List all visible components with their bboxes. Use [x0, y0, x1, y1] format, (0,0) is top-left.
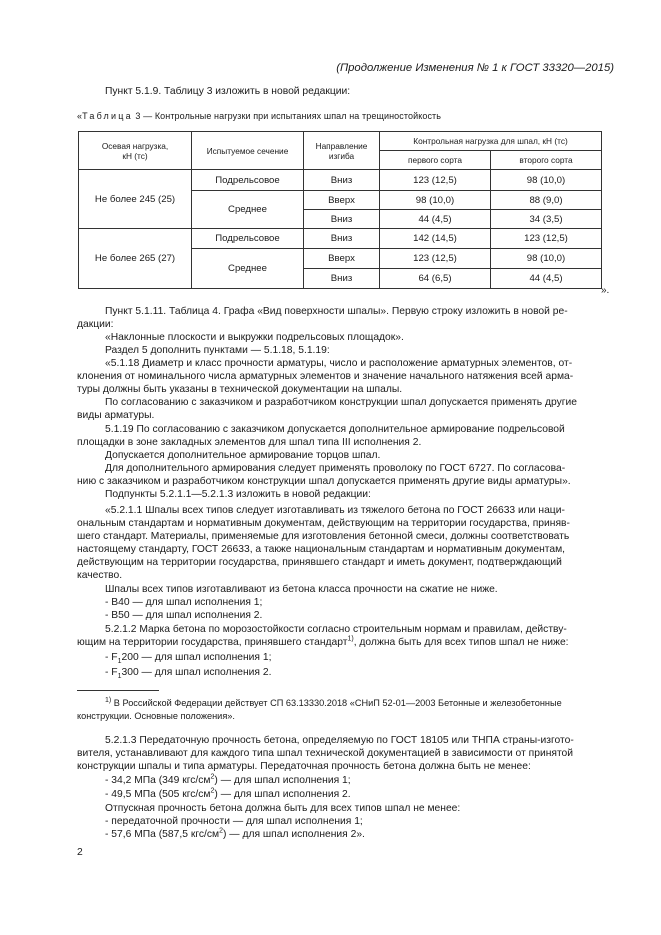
text-line: «5.1.18 Диаметр и класс прочности арматуры, число и расположение арматурных элементов, от-: [105, 358, 573, 369]
cell-direction: Вверх: [304, 249, 380, 269]
text-line: - 57,6 МПа (587,5 кгс/$см^2$) — для шпал исполнения 2».: [105, 827, 365, 840]
header-first-grade: первого сорта: [380, 151, 491, 170]
footnote-ref: 1): [347, 635, 354, 643]
table-row: [79, 229, 602, 249]
cell-second: 88 (9,0): [491, 191, 602, 210]
header-second-grade: второго сорта: [491, 151, 602, 170]
text-line: - передаточной прочности — для шпал исполнения 1;: [105, 816, 363, 827]
text-line: туры должны быть указаны в технической документации на шпалы.: [77, 384, 403, 395]
text-line: шего стандарт. Материалы, применяемые для изготовления бетонной смеси, должны соответствовать: [77, 531, 570, 542]
cell-first: 98 (10,0): [380, 191, 491, 210]
cell-load: Не более 265 (27): [79, 229, 192, 289]
text-line: Подпункты 5.2.1.1—5.2.1.3 изложить в новой редакции:: [105, 489, 371, 500]
cell-section: Среднее: [192, 249, 304, 289]
text-line: «Наклонные плоскости и выкружки подрельсовых площадок».: [105, 332, 404, 343]
header-control-load: Контрольная нагрузка для шпал, кН (тс): [380, 132, 602, 151]
cell-first: 64 (6,5): [380, 269, 491, 289]
text-line: нию с заказчиком и разработчиком конструкции шпал допускается применять другие виды арматуры».: [77, 476, 571, 487]
text-line: Шпалы всех типов изготавливают из бетона класса прочности на сжатие не ниже.: [105, 584, 498, 595]
text-line: - В50 — для шпал исполнения 2.: [105, 610, 263, 621]
caption-text: 3 — Контрольные нагрузки при испытаниях шпал на трещиностойкость: [132, 111, 442, 121]
cell-second: 98 (10,0): [491, 249, 602, 269]
cell-load: Не более 245 (25): [79, 170, 192, 229]
footnote-divider: [77, 690, 159, 691]
cell-section: Подрельсовое: [192, 229, 304, 249]
cell-direction: Вниз: [304, 170, 380, 191]
text-line: Пункт 5.1.11. Таблица 4. Графа «Вид поверхности шпалы». Первую строку изложить в новой ре-: [105, 306, 568, 317]
text-line: «5.2.1.1 Шпалы всех типов следует изготавливать из тяжелого бетона по ГОСТ 26633 или наци-: [105, 505, 565, 516]
table-caption: [77, 111, 441, 121]
table-close-quote: ».: [601, 285, 610, 296]
text-line: 5.1.19 По согласованию с заказчиком допускается дополнительное армирование подрельсовой: [105, 424, 565, 435]
text-line: площадки в зоне закладных элементов для шпал типа III исполнения 2.: [77, 437, 422, 448]
cell-section: Среднее: [192, 191, 304, 229]
text-line: 5.2.1.2 Марка бетона по морозостойкости согласно строительным нормам и правилам, действу-: [105, 624, 567, 635]
cell-direction: Вверх: [304, 191, 380, 210]
page-number: 2: [77, 847, 83, 858]
intro-paragraph: Пункт 5.1.9. Таблицу 3 изложить в новой редакции:: [105, 86, 351, 97]
text-line: настоящему стандарту, ГОСТ 26633, а также национальным стандартам и нормативным документам,: [77, 544, 566, 555]
cell-first: 123 (12,5): [380, 170, 491, 191]
text-line: Для дополнительного армирования следует применять проволоку по ГОСТ 6727. По согласова-: [105, 463, 566, 474]
text-line: ющим на территории государства, принявшего стандарт$^{1)}$, должна быть для всех типов шпал не ниже:: [77, 635, 569, 648]
text-line: качество.: [77, 570, 123, 581]
text-line: виды арматуры.: [77, 410, 155, 421]
text-line: - $F_1200$ — для шпал исполнения 1;: [105, 652, 272, 666]
header-axial-load: Осевая нагрузка, кН (тс): [79, 132, 192, 170]
cell-second: 123 (12,5): [491, 229, 602, 249]
text-line: Раздел 5 дополнить пунктами — 5.1.18, 5.1.19:: [105, 345, 330, 356]
footnote-text: $^{1)}$ В Российской Федерации действует СП 63.13330.2018 «СНиП 52-01—2003 Бетонные и железобетонные: [105, 696, 562, 708]
table-3: [78, 131, 602, 289]
cell-direction: Вниз: [304, 269, 380, 289]
caption-word: Таблица: [82, 111, 133, 121]
text-line: - В40 — для шпал исполнения 1;: [105, 597, 263, 608]
table-row: [79, 170, 602, 191]
header-section: Испытуемое сечение: [192, 132, 304, 170]
text-line: действующим на территории государства, принявшего стандарт и иметь документ, подтверждающий: [77, 557, 562, 568]
text-line: дакции:: [77, 319, 114, 330]
text-line: Допускается дополнительное армирование торцов шпал.: [105, 450, 381, 461]
text-line: клонения от номинального числа арматурных элементов и значение начального натяжения всей арма-: [77, 371, 574, 382]
header-direction: Направление изгиба: [304, 132, 380, 170]
text-line: - 34,2 МПа (349 кгс/$см^2$) — для шпал исполнения 1;: [105, 773, 351, 786]
text-line: - 49,5 МПа (505 кгс/$см^2$) — для шпал исполнения 2.: [105, 787, 351, 800]
cell-direction: Вниз: [304, 210, 380, 229]
text-line: Отпускная прочность бетона должна быть для всех типов шпал не менее:: [105, 803, 461, 814]
cell-first: 142 (14,5): [380, 229, 491, 249]
caption-quote: «: [77, 111, 83, 121]
footnote-text: конструкции. Основные положения».: [77, 711, 235, 721]
cell-first: 44 (4,5): [380, 210, 491, 229]
cell-section: Подрельсовое: [192, 170, 304, 191]
text-line: ональным стандартам и нормативным документам, действующим на территории государства, приняв-: [77, 518, 570, 529]
page-header: (Продолжение Изменения № 1 к ГОСТ 33320—2015): [336, 62, 614, 74]
cell-first: 123 (12,5): [380, 249, 491, 269]
cell-second: 98 (10,0): [491, 170, 602, 191]
text-line: - $F_1300$ — для шпал исполнения 2.: [105, 667, 272, 681]
text-line: вителя, устанавливают для каждого типа шпал технической документацией в зависимости от принятой: [77, 748, 574, 759]
text-line: конструкции шпалы и типа арматуры. Передаточная прочность бетона должна быть не менее:: [77, 761, 531, 772]
cell-second: 44 (4,5): [491, 269, 602, 289]
text-line: По согласованию с заказчиком и разработчиком конструкции шпал допускается применять другие: [105, 397, 578, 408]
cell-direction: Вниз: [304, 229, 380, 249]
text-line: 5.2.1.3 Передаточную прочность бетона, определяемую по ГОСТ 18105 или ТНПА страны-изгото-: [105, 735, 574, 746]
cell-second: 34 (3,5): [491, 210, 602, 229]
